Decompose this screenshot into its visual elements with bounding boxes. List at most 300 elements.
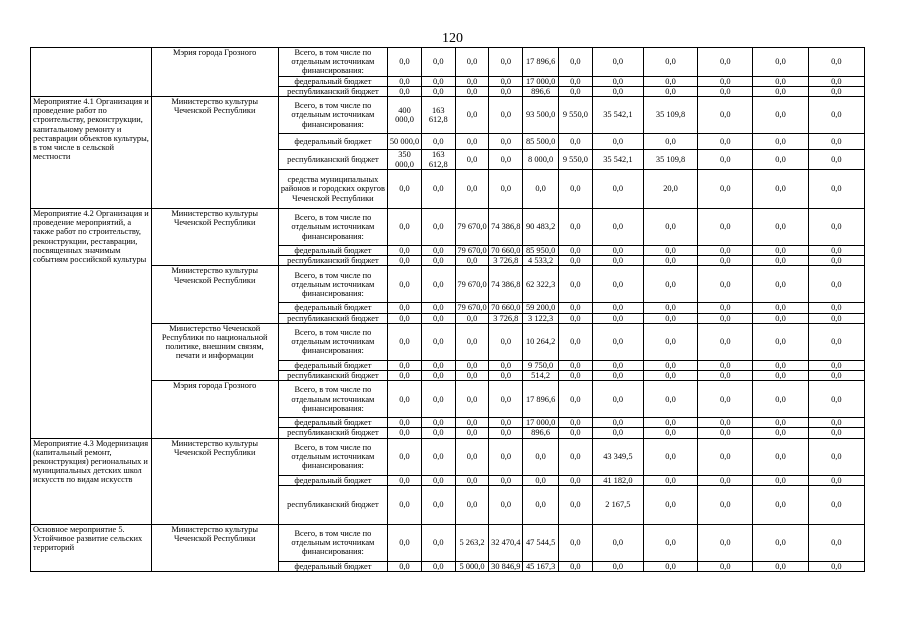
value-cell: 30 846,9 — [489, 561, 523, 571]
value-cell: 0,0 — [489, 360, 523, 370]
value-cell: 0,0 — [592, 313, 643, 323]
value-cell: 0,0 — [523, 438, 559, 475]
value-cell: 50 000,0 — [388, 134, 422, 150]
funding-source-cell: Всего, в том числе по отдельным источникам финансирования: — [278, 209, 387, 246]
value-cell: 17 000,0 — [523, 76, 559, 86]
value-cell: 0,0 — [643, 485, 697, 524]
table-row — [31, 48, 865, 77]
value-cell: 0,0 — [808, 170, 864, 209]
executor-cell: Министерство культуры Чеченской Республики — [151, 438, 278, 524]
value-cell: 0,0 — [753, 134, 808, 150]
value-cell: 0,0 — [753, 313, 808, 323]
value-cell: 0,0 — [753, 209, 808, 246]
value-cell: 0,0 — [421, 313, 455, 323]
value-cell: 896,6 — [523, 86, 559, 96]
value-cell: 0,0 — [455, 485, 489, 524]
value-cell: 0,0 — [559, 524, 593, 561]
value-cell: 0,0 — [808, 266, 864, 303]
funding-source-cell: Всего, в том числе по отдельным источникам финансирования: — [278, 266, 387, 303]
value-cell: 8 000,0 — [523, 150, 559, 170]
value-cell: 0,0 — [753, 428, 808, 438]
value-cell: 0,0 — [388, 256, 422, 266]
funding-source-cell: Всего, в том числе по отдельным источникам финансирования: — [278, 97, 387, 134]
value-cell: 0,0 — [559, 360, 593, 370]
value-cell: 3 726,8 — [489, 313, 523, 323]
value-cell: 0,0 — [592, 170, 643, 209]
value-cell: 41 182,0 — [592, 475, 643, 485]
value-cell: 0,0 — [559, 561, 593, 571]
value-cell: 0,0 — [388, 381, 422, 418]
value-cell: 90 483,2 — [523, 209, 559, 246]
value-cell: 0,0 — [489, 134, 523, 150]
value-cell: 0,0 — [592, 360, 643, 370]
value-cell: 0,0 — [559, 86, 593, 96]
value-cell: 0,0 — [698, 48, 753, 77]
value-cell: 0,0 — [753, 76, 808, 86]
value-cell: 0,0 — [592, 86, 643, 96]
value-cell: 0,0 — [421, 266, 455, 303]
value-cell: 0,0 — [808, 428, 864, 438]
value-cell: 85 500,0 — [523, 134, 559, 150]
value-cell: 0,0 — [808, 524, 864, 561]
value-cell: 0,0 — [753, 170, 808, 209]
value-cell: 0,0 — [388, 209, 422, 246]
value-cell: 0,0 — [592, 371, 643, 381]
value-cell: 0,0 — [808, 475, 864, 485]
value-cell: 0,0 — [643, 360, 697, 370]
value-cell: 0,0 — [592, 209, 643, 246]
value-cell: 0,0 — [808, 209, 864, 246]
value-cell: 0,0 — [753, 97, 808, 134]
funding-source-cell: Всего, в том числе по отдельным источникам финансирования: — [278, 438, 387, 475]
value-cell: 0,0 — [698, 97, 753, 134]
value-cell: 0,0 — [808, 485, 864, 524]
value-cell: 0,0 — [455, 256, 489, 266]
value-cell: 0,0 — [592, 418, 643, 428]
value-cell: 0,0 — [421, 485, 455, 524]
value-cell: 9 750,0 — [523, 360, 559, 370]
value-cell: 5 000,0 — [455, 561, 489, 571]
value-cell: 0,0 — [489, 170, 523, 209]
value-cell: 0,0 — [388, 266, 422, 303]
value-cell: 0,0 — [455, 323, 489, 360]
value-cell: 0,0 — [808, 150, 864, 170]
executor-cell: Министерство культуры Чеченской Республики — [151, 97, 278, 209]
value-cell: 0,0 — [388, 313, 422, 323]
funding-source-cell: средства муниципальных районов и городских округов Чеченской Республики — [278, 170, 387, 209]
table-row — [31, 97, 865, 134]
value-cell: 0,0 — [421, 86, 455, 96]
value-cell: 0,0 — [455, 134, 489, 150]
value-cell: 0,0 — [808, 76, 864, 86]
value-cell: 35 542,1 — [592, 150, 643, 170]
value-cell: 0,0 — [753, 86, 808, 96]
measure-cell: Мероприятие 4.2 Организация и проведение мероприятий, а также работ по строительству, реконструкции, реставрации, посвященных значимым событиям российской культуры — [31, 209, 152, 439]
value-cell: 70 660,0 — [489, 246, 523, 256]
value-cell: 0,0 — [489, 371, 523, 381]
value-cell: 79 670,0 — [455, 246, 489, 256]
value-cell: 74 386,8 — [489, 209, 523, 246]
value-cell: 0,0 — [388, 76, 422, 86]
value-cell: 0,0 — [592, 246, 643, 256]
value-cell: 0,0 — [698, 381, 753, 418]
measure-cell: Мероприятие 4.1 Организация и проведение работ по строительству, реконструкции, капитальному ремонту и реставрации объектов культуры, в том числе в сельской местности — [31, 97, 152, 209]
value-cell: 0,0 — [643, 371, 697, 381]
value-cell: 0,0 — [489, 97, 523, 134]
value-cell: 0,0 — [388, 246, 422, 256]
value-cell: 0,0 — [559, 256, 593, 266]
value-cell: 0,0 — [808, 323, 864, 360]
value-cell: 0,0 — [592, 323, 643, 360]
value-cell: 0,0 — [698, 209, 753, 246]
funding-source-cell: республиканский бюджет — [278, 313, 387, 323]
value-cell: 0,0 — [421, 323, 455, 360]
measure-cell — [31, 48, 152, 97]
value-cell: 0,0 — [643, 86, 697, 96]
value-cell: 0,0 — [592, 381, 643, 418]
value-cell: 0,0 — [455, 438, 489, 475]
value-cell: 0,0 — [698, 475, 753, 485]
value-cell: 0,0 — [455, 360, 489, 370]
value-cell: 0,0 — [698, 266, 753, 303]
value-cell: 17 896,6 — [523, 48, 559, 77]
value-cell: 0,0 — [559, 381, 593, 418]
measure-cell: Мероприятие 4.3 Модернизация (капитальный ремонт, реконструкция) региональных и муниципальных детских школ искусств по видам искусств — [31, 438, 152, 524]
value-cell: 0,0 — [455, 418, 489, 428]
value-cell: 0,0 — [559, 209, 593, 246]
funding-source-cell: федеральный бюджет — [278, 561, 387, 571]
value-cell: 0,0 — [421, 371, 455, 381]
value-cell: 0,0 — [753, 438, 808, 475]
table-row — [31, 323, 865, 360]
executor-cell: Министерство Чеченской Республики по национальной политике, внешним связям, печати и информации — [151, 323, 278, 380]
value-cell: 35 109,8 — [643, 97, 697, 134]
value-cell: 0,0 — [643, 561, 697, 571]
value-cell: 45 167,3 — [523, 561, 559, 571]
value-cell: 0,0 — [559, 485, 593, 524]
value-cell: 0,0 — [698, 323, 753, 360]
value-cell: 9 550,0 — [559, 97, 593, 134]
value-cell: 0,0 — [808, 418, 864, 428]
value-cell: 0,0 — [698, 428, 753, 438]
value-cell: 163 612,8 — [421, 150, 455, 170]
value-cell: 79 670,0 — [455, 266, 489, 303]
value-cell: 0,0 — [455, 371, 489, 381]
value-cell: 0,0 — [643, 266, 697, 303]
value-cell: 0,0 — [753, 360, 808, 370]
value-cell: 0,0 — [421, 256, 455, 266]
value-cell: 0,0 — [559, 323, 593, 360]
value-cell: 0,0 — [698, 76, 753, 86]
value-cell: 0,0 — [421, 561, 455, 571]
value-cell: 0,0 — [643, 313, 697, 323]
value-cell: 0,0 — [698, 134, 753, 150]
value-cell: 0,0 — [489, 86, 523, 96]
value-cell: 17 000,0 — [523, 418, 559, 428]
value-cell: 0,0 — [421, 524, 455, 561]
executor-cell: Министерство культуры Чеченской Республики — [151, 266, 278, 323]
value-cell: 0,0 — [643, 418, 697, 428]
value-cell: 0,0 — [808, 303, 864, 313]
value-cell: 0,0 — [489, 475, 523, 485]
value-cell: 163 612,8 — [421, 97, 455, 134]
value-cell: 0,0 — [753, 256, 808, 266]
funding-source-cell: республиканский бюджет — [278, 150, 387, 170]
value-cell: 0,0 — [643, 524, 697, 561]
value-cell: 0,0 — [808, 360, 864, 370]
value-cell: 0,0 — [592, 266, 643, 303]
funding-source-cell: федеральный бюджет — [278, 76, 387, 86]
value-cell: 0,0 — [698, 170, 753, 209]
value-cell: 0,0 — [421, 360, 455, 370]
value-cell: 0,0 — [489, 150, 523, 170]
value-cell: 0,0 — [698, 86, 753, 96]
value-cell: 0,0 — [455, 475, 489, 485]
value-cell: 0,0 — [808, 371, 864, 381]
value-cell: 0,0 — [559, 134, 593, 150]
value-cell: 0,0 — [698, 303, 753, 313]
funding-source-cell: федеральный бюджет — [278, 303, 387, 313]
table-row — [31, 381, 865, 418]
funding-source-cell: республиканский бюджет — [278, 86, 387, 96]
value-cell: 0,0 — [753, 485, 808, 524]
value-cell: 0,0 — [421, 438, 455, 475]
value-cell: 0,0 — [421, 428, 455, 438]
value-cell: 74 386,8 — [489, 266, 523, 303]
value-cell: 0,0 — [388, 428, 422, 438]
value-cell: 0,0 — [388, 371, 422, 381]
value-cell: 0,0 — [698, 561, 753, 571]
value-cell: 93 500,0 — [523, 97, 559, 134]
value-cell: 0,0 — [643, 246, 697, 256]
value-cell: 79 670,0 — [455, 303, 489, 313]
funding-source-cell: федеральный бюджет — [278, 418, 387, 428]
value-cell: 0,0 — [421, 303, 455, 313]
value-cell: 0,0 — [421, 209, 455, 246]
value-cell: 0,0 — [808, 97, 864, 134]
value-cell: 400 000,0 — [388, 97, 422, 134]
value-cell: 0,0 — [753, 323, 808, 360]
value-cell: 0,0 — [559, 438, 593, 475]
funding-source-cell: республиканский бюджет — [278, 371, 387, 381]
value-cell: 0,0 — [559, 170, 593, 209]
value-cell: 0,0 — [808, 438, 864, 475]
page-number: 120 — [442, 31, 463, 46]
funding-source-cell: федеральный бюджет — [278, 360, 387, 370]
value-cell: 0,0 — [489, 438, 523, 475]
value-cell: 0,0 — [559, 475, 593, 485]
funding-source-cell: Всего, в том числе по отдельным источникам финансирования: — [278, 48, 387, 77]
value-cell: 0,0 — [489, 381, 523, 418]
value-cell: 0,0 — [388, 360, 422, 370]
value-cell: 514,2 — [523, 371, 559, 381]
table-row — [31, 266, 865, 303]
value-cell: 62 322,3 — [523, 266, 559, 303]
value-cell: 0,0 — [388, 323, 422, 360]
value-cell: 0,0 — [421, 76, 455, 86]
value-cell: 0,0 — [388, 561, 422, 571]
executor-cell: Министерство культуры Чеченской Республики — [151, 209, 278, 266]
value-cell: 9 550,0 — [559, 150, 593, 170]
value-cell: 0,0 — [643, 76, 697, 86]
value-cell: 0,0 — [489, 48, 523, 77]
value-cell: 0,0 — [698, 371, 753, 381]
value-cell: 0,0 — [643, 209, 697, 246]
value-cell: 0,0 — [388, 86, 422, 96]
value-cell: 0,0 — [753, 418, 808, 428]
value-cell: 20,0 — [643, 170, 697, 209]
funding-source-cell: Всего, в том числе по отдельным источникам финансирования: — [278, 381, 387, 418]
value-cell: 59 200,0 — [523, 303, 559, 313]
value-cell: 0,0 — [592, 48, 643, 77]
executor-cell: Министерство культуры Чеченской Республики — [151, 524, 278, 571]
value-cell: 0,0 — [523, 475, 559, 485]
table-row — [31, 209, 865, 246]
value-cell: 17 896,6 — [523, 381, 559, 418]
value-cell: 0,0 — [698, 150, 753, 170]
value-cell: 32 470,4 — [489, 524, 523, 561]
value-cell: 0,0 — [698, 485, 753, 524]
value-cell: 0,0 — [455, 313, 489, 323]
value-cell: 0,0 — [455, 48, 489, 77]
value-cell: 0,0 — [808, 48, 864, 77]
value-cell: 0,0 — [808, 86, 864, 96]
value-cell: 0,0 — [753, 150, 808, 170]
value-cell: 0,0 — [643, 381, 697, 418]
funding-source-cell: республиканский бюджет — [278, 428, 387, 438]
value-cell: 0,0 — [559, 266, 593, 303]
value-cell: 0,0 — [698, 524, 753, 561]
value-cell: 0,0 — [753, 561, 808, 571]
value-cell: 35 542,1 — [592, 97, 643, 134]
value-cell: 0,0 — [643, 438, 697, 475]
value-cell: 0,0 — [808, 256, 864, 266]
value-cell: 0,0 — [808, 381, 864, 418]
value-cell: 3 122,3 — [523, 313, 559, 323]
value-cell: 0,0 — [559, 428, 593, 438]
value-cell: 0,0 — [698, 360, 753, 370]
measure-cell: Основное мероприятие 5. Устойчивое развитие сельских территорий — [31, 524, 152, 571]
value-cell: 350 000,0 — [388, 150, 422, 170]
value-cell: 0,0 — [643, 323, 697, 360]
funding-source-cell: федеральный бюджет — [278, 246, 387, 256]
value-cell: 896,6 — [523, 428, 559, 438]
value-cell: 0,0 — [489, 76, 523, 86]
value-cell: 0,0 — [489, 428, 523, 438]
value-cell: 0,0 — [698, 418, 753, 428]
value-cell: 0,0 — [698, 313, 753, 323]
value-cell: 0,0 — [808, 561, 864, 571]
value-cell: 0,0 — [421, 48, 455, 77]
value-cell: 0,0 — [489, 323, 523, 360]
value-cell: 0,0 — [455, 381, 489, 418]
value-cell: 0,0 — [559, 48, 593, 77]
value-cell: 0,0 — [753, 303, 808, 313]
value-cell: 0,0 — [643, 256, 697, 266]
value-cell: 0,0 — [753, 246, 808, 256]
value-cell: 0,0 — [455, 428, 489, 438]
executor-cell: Мэрия города Грозного — [151, 48, 278, 97]
value-cell: 0,0 — [421, 381, 455, 418]
value-cell: 0,0 — [489, 485, 523, 524]
value-cell: 0,0 — [455, 76, 489, 86]
value-cell: 0,0 — [643, 303, 697, 313]
value-cell: 0,0 — [523, 485, 559, 524]
value-cell: 0,0 — [753, 48, 808, 77]
value-cell: 10 264,2 — [523, 323, 559, 360]
value-cell: 0,0 — [455, 150, 489, 170]
value-cell: 0,0 — [643, 475, 697, 485]
funding-source-cell: республиканский бюджет — [278, 485, 387, 524]
value-cell: 0,0 — [698, 438, 753, 475]
value-cell: 70 660,0 — [489, 303, 523, 313]
executor-cell: Мэрия города Грозного — [151, 381, 278, 438]
value-cell: 35 109,8 — [643, 150, 697, 170]
funding-source-cell: федеральный бюджет — [278, 475, 387, 485]
value-cell: 0,0 — [421, 134, 455, 150]
funding-source-cell: республиканский бюджет — [278, 256, 387, 266]
value-cell: 0,0 — [421, 246, 455, 256]
value-cell: 0,0 — [455, 86, 489, 96]
value-cell: 0,0 — [421, 475, 455, 485]
value-cell: 0,0 — [421, 418, 455, 428]
table-row — [31, 524, 865, 561]
value-cell: 0,0 — [559, 303, 593, 313]
value-cell: 0,0 — [388, 418, 422, 428]
value-cell: 0,0 — [643, 134, 697, 150]
value-cell: 0,0 — [592, 561, 643, 571]
value-cell: 0,0 — [753, 524, 808, 561]
value-cell: 47 544,5 — [523, 524, 559, 561]
value-cell: 0,0 — [388, 475, 422, 485]
value-cell: 0,0 — [421, 170, 455, 209]
value-cell: 0,0 — [753, 475, 808, 485]
value-cell: 0,0 — [559, 418, 593, 428]
value-cell: 0,0 — [753, 381, 808, 418]
value-cell: 0,0 — [559, 371, 593, 381]
value-cell: 0,0 — [592, 76, 643, 86]
value-cell: 85 950,0 — [523, 246, 559, 256]
value-cell: 5 263,2 — [455, 524, 489, 561]
table-row — [31, 438, 865, 475]
funding-source-cell: федеральный бюджет — [278, 134, 387, 150]
value-cell: 0,0 — [559, 246, 593, 256]
value-cell: 0,0 — [643, 428, 697, 438]
value-cell: 0,0 — [388, 170, 422, 209]
value-cell: 0,0 — [592, 134, 643, 150]
funding-source-cell: Всего, в том числе по отдельным источникам финансирования: — [278, 323, 387, 360]
value-cell: 0,0 — [388, 485, 422, 524]
value-cell: 0,0 — [808, 246, 864, 256]
value-cell: 0,0 — [643, 48, 697, 77]
value-cell: 0,0 — [559, 313, 593, 323]
value-cell: 0,0 — [592, 428, 643, 438]
value-cell: 0,0 — [753, 371, 808, 381]
value-cell: 3 726,8 — [489, 256, 523, 266]
value-cell: 43 349,5 — [592, 438, 643, 475]
value-cell: 2 167,5 — [592, 485, 643, 524]
value-cell: 4 533,2 — [523, 256, 559, 266]
budget-table — [30, 47, 865, 572]
value-cell: 0,0 — [753, 266, 808, 303]
value-cell: 0,0 — [592, 303, 643, 313]
value-cell: 0,0 — [388, 48, 422, 77]
funding-source-cell: Всего, в том числе по отдельным источникам финансирования: — [278, 524, 387, 561]
value-cell: 0,0 — [523, 170, 559, 209]
value-cell: 0,0 — [388, 303, 422, 313]
value-cell: 0,0 — [808, 313, 864, 323]
value-cell: 0,0 — [388, 524, 422, 561]
